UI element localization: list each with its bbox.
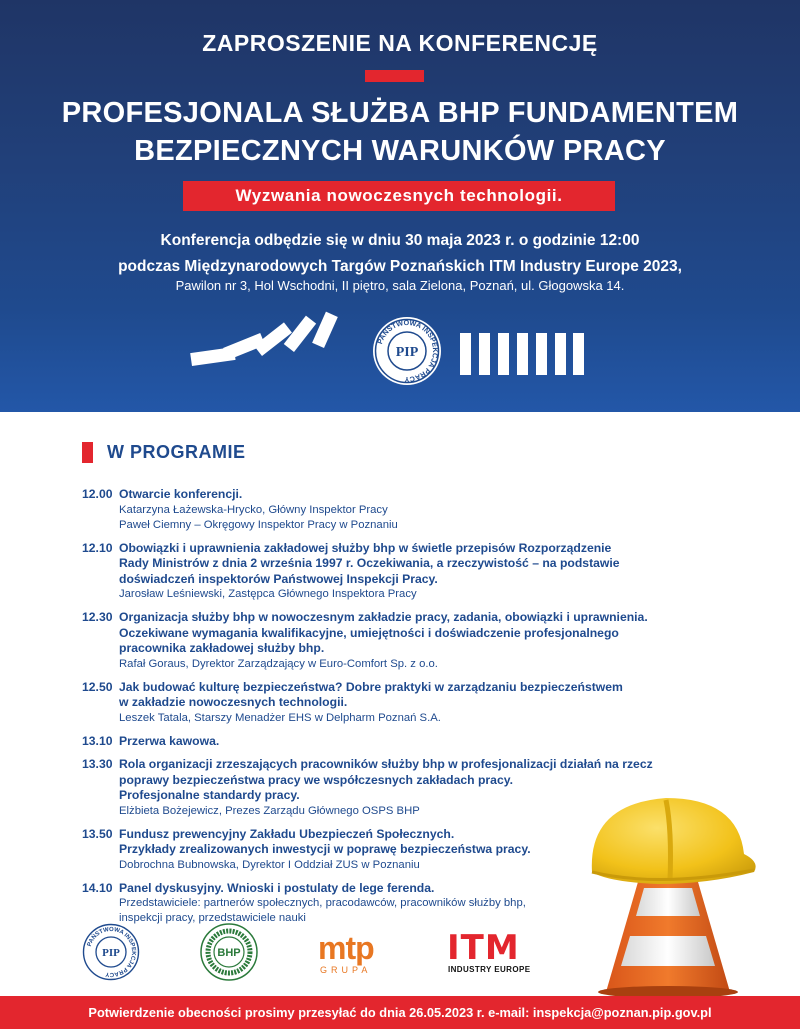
program-topic-line: Otwarcie konferencji. xyxy=(119,487,243,501)
bar-tile xyxy=(498,333,509,375)
itm-wordmark: ITM xyxy=(447,928,520,968)
svg-text:PIP: PIP xyxy=(395,345,419,360)
program-topic-line: doświadczeń inspektorów Państwowej Inspekcji Pracy. xyxy=(119,571,438,586)
bar-tile xyxy=(555,333,566,375)
svg-text:PAŃSTWOWA INSPEKCJA PRACY: PAŃSTWOWA INSPEKCJA PRACY xyxy=(375,317,441,385)
falling-dominoes-graphic xyxy=(190,325,360,385)
bar-tile xyxy=(536,333,547,375)
program-speaker: Przedstawiciele: partnerów społecznych, pracodawców, pracowników służby bhp, xyxy=(119,897,526,909)
venue-line: podczas Międzynarodowych Targów Poznańskich ITM Industry Europe 2023, xyxy=(118,258,682,275)
program-speaker: Katarzyna Łażewska-Hrycko, Główny Inspektor Pracy xyxy=(119,503,388,516)
program-topic xyxy=(119,610,682,657)
program-topic-line: Profesjonalne standardy pracy. xyxy=(119,788,300,802)
svg-text:PAŃSTWOWA INSPEKCJA PRACY: PAŃSTWOWA INSPEKCJA PRACY xyxy=(86,926,137,978)
conference-subtitle: Wyzwania nowoczesnych technologii. xyxy=(183,181,615,211)
program-topic-line: Rola organizacji zrzeszających pracowników służby bhp w profesjonalizacji działań na rzecz xyxy=(119,757,653,771)
mtp-grupa-logo xyxy=(318,931,408,981)
program-speaker: Jarosław Leśniewski, Zastępca Głównego Inspektora Pracy xyxy=(119,588,417,600)
date-line: Konferencja odbędzie się w dniu 30 maja 2023 r. o godzinie 12:00 xyxy=(160,232,640,249)
conference-title xyxy=(0,94,800,170)
pip-seal-icon xyxy=(372,316,442,386)
program-topic-line: w zakładzie nowoczesnych technologii. xyxy=(119,695,348,709)
program-time: 13.30 xyxy=(82,757,113,771)
cone-stripe xyxy=(636,888,700,916)
program-item xyxy=(82,541,682,603)
program-item xyxy=(82,680,682,726)
program-topic-line: Przykłady zrealizowanych inwestycji w poprawę bezpieczeństwa pracy. xyxy=(119,842,531,856)
program-topic xyxy=(119,487,682,503)
address-line: Pawilon nr 3, Hol Wschodni, II piętro, sala Zielona, Poznań, ul. Głogowska 14. xyxy=(175,278,625,293)
program-speaker: inspekcji pracy, przedstawiciele nauki xyxy=(119,912,306,924)
red-divider xyxy=(365,70,424,82)
domino-tile xyxy=(312,312,338,348)
program-speaker: Dobrochna Bubnowska, Dyrektor I Oddział ZUS w Poznaniu xyxy=(119,858,420,871)
itm-industry-europe-logo xyxy=(447,928,547,981)
program-topic-line: Jak budować kulturę bezpieczeństwa? Dobre praktyki w zarządzaniu bezpieczeństwem xyxy=(119,679,623,694)
osps-bhp-logo-icon xyxy=(200,923,258,981)
invitation-kicker: ZAPROSZENIE NA KONFERENCJĘ xyxy=(202,30,598,56)
program-item-header xyxy=(82,541,682,588)
program-time: 14.10 xyxy=(82,880,113,895)
program-topic-line: Organizacja służby bhp w nowoczesnym zakładzie pracy, zadania, obowiązki i uprawnienia. xyxy=(119,610,648,624)
program-speaker: Paweł Ciemny – Okręgowy Inspektor Pracy w Poznaniu xyxy=(119,518,398,531)
program-item xyxy=(82,734,682,750)
program-speaker: Rafał Goraus, Dyrektor Zarządzający w Euro-Comfort Sp. z o.o. xyxy=(119,657,438,670)
program-topic xyxy=(119,734,682,750)
program-topic-line: Fundusz prewencyjny Zakładu Ubezpieczeń Społecznych. xyxy=(119,826,455,841)
program-item xyxy=(82,487,682,533)
heading-marker xyxy=(82,442,93,463)
program-topic-line: Przerwa kawowa. xyxy=(119,733,220,748)
program-item-header xyxy=(82,734,682,750)
program-topic xyxy=(119,541,682,588)
pip-logo-icon xyxy=(82,923,140,981)
program-item xyxy=(82,610,682,672)
program-heading-text: W PROGRAMIE xyxy=(107,442,246,462)
bar-tile xyxy=(479,333,490,375)
title-line-2: BEZPIECZNYCH WARUNKÓW PRACY xyxy=(134,135,666,167)
standing-bars-graphic xyxy=(460,333,584,375)
program-time: 13.50 xyxy=(82,826,113,841)
program-speaker: Leszek Tatala, Starszy Menadżer EHS w Delpharm Poznań S.A. xyxy=(119,711,441,724)
program-item-header xyxy=(82,610,682,657)
program-time: 12.00 xyxy=(82,487,113,501)
program-topic xyxy=(119,680,682,711)
program-topic-line: poprawy bezpieczeństwa pracy we współczesnych zakładach pracy. xyxy=(119,772,513,787)
program-topic-line: Rady Ministrów z dnia 2 września 1997 r. Oczekiwania, a rzeczywistość – na podstawie xyxy=(119,556,620,570)
mtp-grupa-label: GRUPA xyxy=(320,965,372,975)
bar-tile xyxy=(517,333,528,375)
program-time: 12.10 xyxy=(82,540,113,555)
svg-text:PIP: PIP xyxy=(102,947,120,959)
partner-logos xyxy=(0,918,800,988)
program-speaker: Elżbieta Bożejewicz, Prezes Zarządu Głównego OSPS BHP xyxy=(119,804,420,817)
bar-tile xyxy=(460,333,471,375)
program-time: 12.50 xyxy=(82,679,113,694)
program-topic-line: Obowiązki i uprawnienia zakładowej służby bhp w świetle przepisów Rozporządzenie xyxy=(119,540,612,555)
program-time: 12.30 xyxy=(82,610,113,624)
program-topic-line: pracownika zakładowej służby bhp. xyxy=(119,641,325,655)
program-item-header xyxy=(82,680,682,711)
mtp-wordmark: mtp xyxy=(318,930,374,966)
program-item-header xyxy=(82,487,682,503)
svg-text:BHP: BHP xyxy=(217,947,241,959)
program-topic-line: Panel dyskusyjny. Wnioski i postulaty de lege ferenda. xyxy=(119,880,435,895)
title-line-1: PROFESJONALA SŁUŻBA BHP FUNDAMENTEM xyxy=(61,97,739,129)
helmet-shell xyxy=(592,798,756,884)
rsvp-footer: Potwierdzenie obecności prosimy przesyłać do dnia 26.05.2023 r. e-mail: inspekcja@poznan.pip.gov.pl xyxy=(0,996,800,1029)
bar-tile xyxy=(573,333,584,375)
program-time: 13.10 xyxy=(82,733,113,748)
invitation-header xyxy=(0,0,800,412)
itm-subtitle: INDUSTRY EUROPE xyxy=(448,965,531,974)
program-topic-line: Oczekiwane wymagania kwalifikacyjne, umiejętności i doświadczenie profesjonalnego xyxy=(119,625,619,640)
